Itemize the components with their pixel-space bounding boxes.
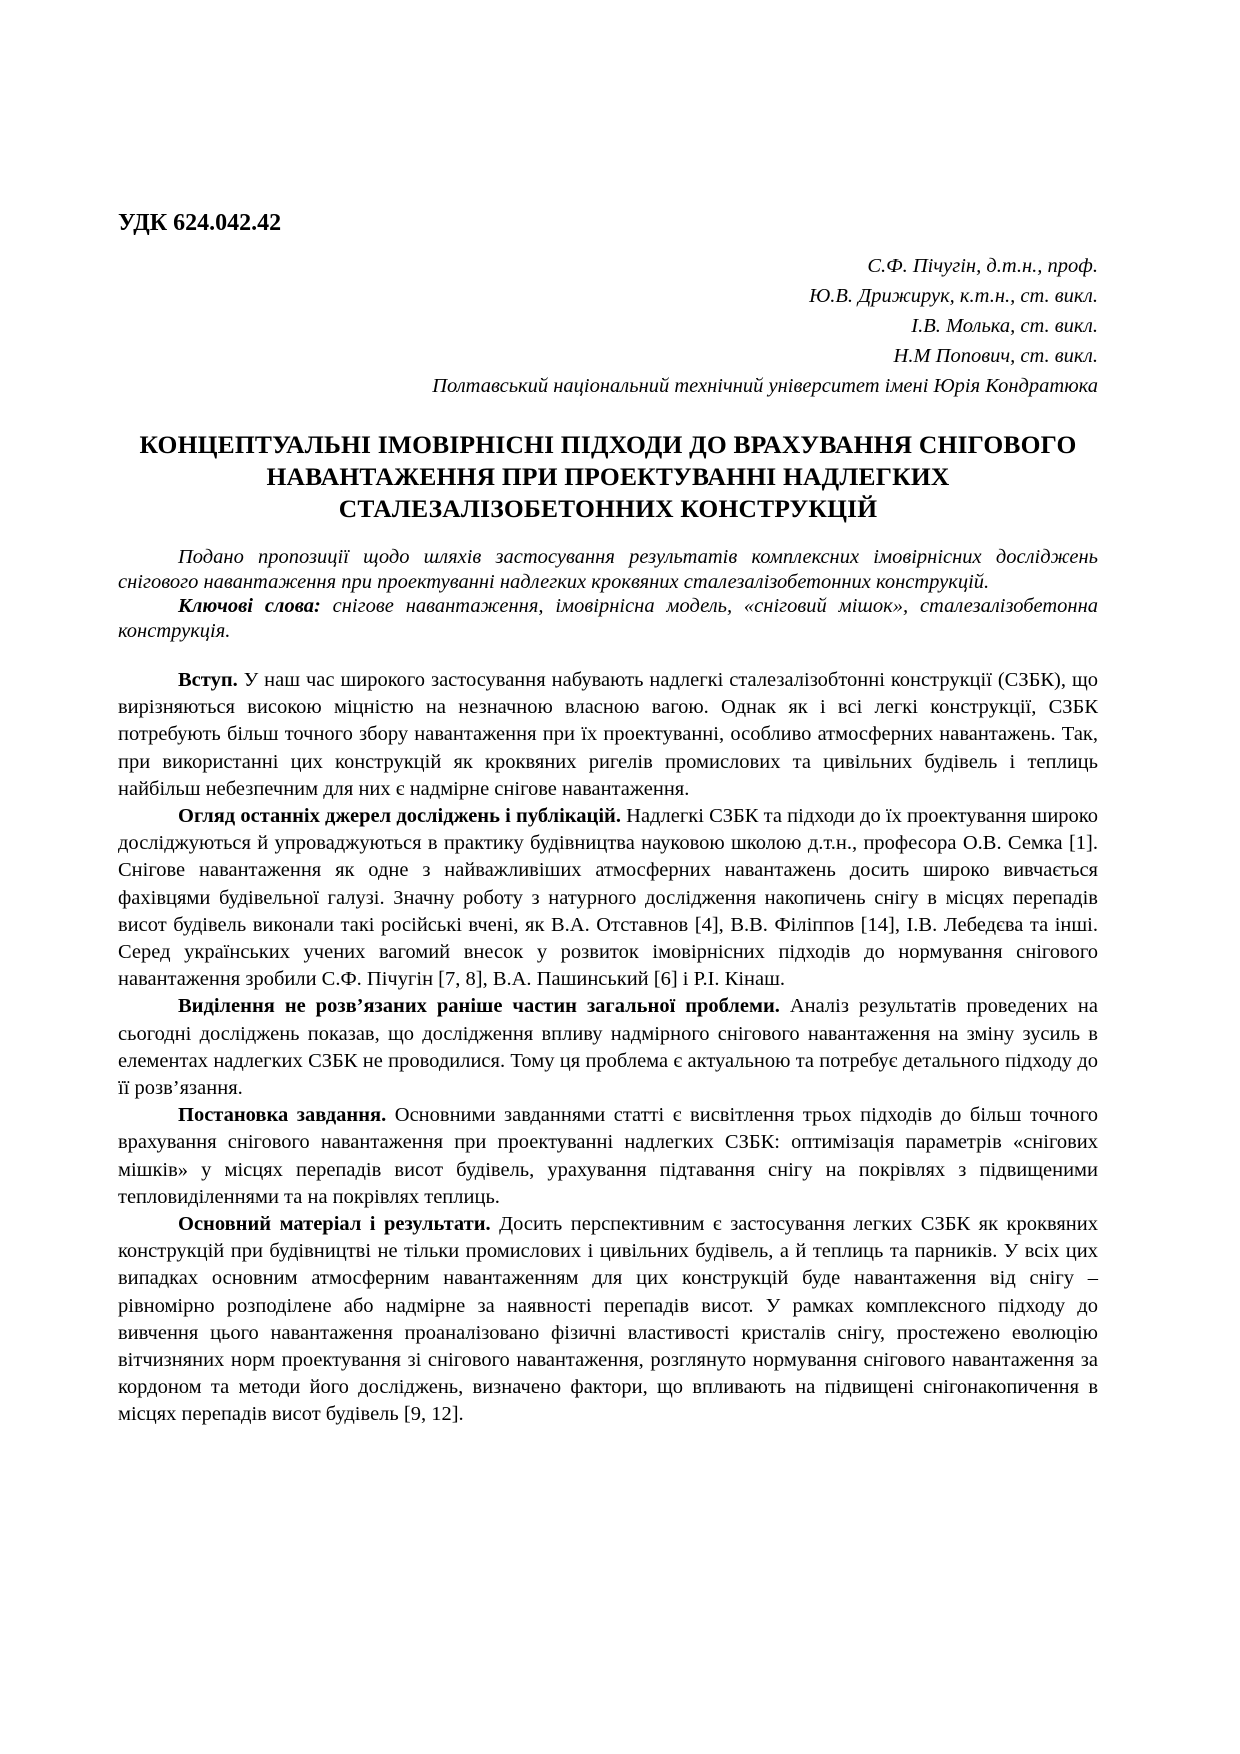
section-text: У наш час широкого застосування набувають надлегкі сталезалізобтонні конструкції (СЗБК), що вирізняються високою міцністю на незначною власною вагою. Однак як і всі легкі конструкції, СЗБК потребують більш точного збору навантаження при їх проектуванні, особливо атмосферних навантажень. Так, при використанні цих конструкцій як кроквяних ригелів промислових та цивільних будівель і теплиць найбільш небезпечним для них є надмірне снігове навантаження. [118,669,1098,800]
author-3: І.В. Молька, ст. викл. [911,315,1098,337]
section-text: Надлегкі СЗБК та підходи до їх проектування широко досліджуються й упроваджуються в практику будівництва науковою школою д.т.н., професора О.В. Семка [1]. Снігове навантаження як одне з найважливіших атмосферних навантажень досить широко вивчається фахівцями будівельної галузі. Значну роботу з натурного дослідження накопичень снігу в місцях перепадів висот будівель виконали такі російські вчені, як В.А. Отставнов [4], В.В. Філіппов [14], І.В. Лебедєва та інші. Серед українських учених вагомий внесок у розвиток імовірнісних підходів до нормування снігового навантаження зробили С.Ф. Пічугін [7, 8], В.А. Пашинський [6] і Р.І. Кінаш. [118,805,1098,991]
section-unsolved-problems [118,993,1098,1102]
section-heading: Основний матеріал і результати. [178,1213,491,1236]
affiliation: Полтавський національний технічний університет імені Юрія Кондратюка [432,375,1098,397]
section-literature-review [118,803,1098,993]
paper-title: КОНЦЕПТУАЛЬНІ ІМОВІРНІСНІ ПІДХОДИ ДО ВРАХУВАННЯ СНІГОВОГО НАВАНТАЖЕННЯ ПРИ ПРОЕКТУВАННІ НАДЛЕГКИХ СТАЛЕЗАЛІЗОБЕТОННИХ КОНСТРУКЦІЙ [139,430,1077,523]
section-heading: Огляд останніх джерел досліджень і публікацій. [178,805,621,828]
section-main-results [118,1211,1098,1429]
section-heading: Постановка завдання. [178,1104,387,1127]
section-heading: Виділення не розв’язаних раніше частин загальної проблеми. [178,995,780,1018]
section-text: Аналіз результатів проведених на сьогодні досліджень показав, що дослідження впливу надмірного снігового навантаження на зміну зусиль в елементах надлегких СЗБК не проводилися. Тому ця проблема є актуальною та потребує детального підходу до її розв’язання. [118,995,1098,1100]
section-introduction [118,667,1098,803]
keywords-text: снігове навантаження, імовірнісна модель, «сніговий мішок», сталезалізобетонна конструкція. [118,595,1098,642]
author-2: Ю.В. Дрижирук, к.т.н., ст. викл. [809,285,1098,307]
section-text: Основними завданнями статті є висвітлення трьох підходів до більш точного врахування снігового навантаження при проектуванні надлегких СЗБК: оптимізація параметрів «снігових мішків» у місцях перепадів висот будівель, урахування підтавання снігу на покрівлях з підвищеними тепловиділеннями та на покрівлях теплиць. [118,1104,1098,1208]
section-heading: Вступ. [178,669,238,691]
author-4: Н.М Попович, ст. викл. [893,345,1098,367]
paper-page [118,210,1098,1429]
section-text: Досить перспективним є застосування легких СЗБК як кроквяних конструкцій при будівництві не тільки промислових і цивільних будівель, а й теплиць та парників. У всіх цих випадках основним атмосферним навантаженням для цих конструкцій буде навантаження від снігу – рівномірно розподілене або надмірне за наявності перепадів висот. У рамках комплексного підходу до вивчення цього навантаження проаналізовано фізичні властивості кристалів снігу, простежено еволюцію вітчизняних норм проектування зі снігового навантаження, розглянуто нормування снігового навантаження за кордоном та методи його досліджень, визначено фактори, що впливають на підвищені снігонакопичення в місцях перепадів висот будівель [9, 12]. [118,1213,1098,1426]
author-block [118,251,1098,401]
author-1: С.Ф. Пічугін, д.т.н., проф. [867,255,1098,277]
abstract: Подано пропозиції щодо шляхів застосування результатів комплексних імовірнісних досліджень снігового навантаження при проектуванні надлегких кроквяних сталезалізобетонних конструкцій. [118,546,1098,593]
keywords-label: Ключові слова: [178,595,321,617]
keywords [118,594,1098,643]
section-problem-statement [118,1102,1098,1211]
udc-code: УДК 624.042.42 [118,210,282,236]
